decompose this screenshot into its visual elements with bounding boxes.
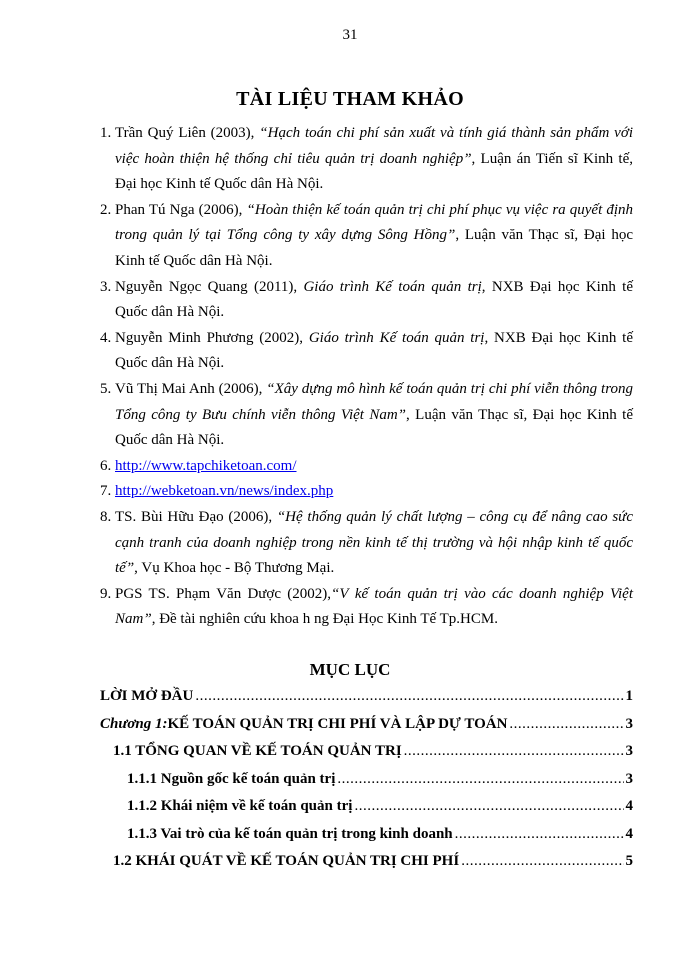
reference-number: 5. bbox=[100, 380, 112, 397]
reference-details-end: ng Đại Học Kinh Tế Tp.HCM. bbox=[313, 611, 498, 628]
toc-leader bbox=[455, 826, 624, 843]
reference-item bbox=[100, 454, 633, 480]
reference-author: Trần Quý Liên (2003), bbox=[115, 125, 260, 141]
toc-entry-label: LỜI MỞ ĐẦU bbox=[100, 688, 194, 704]
toc-entry-page: 3 bbox=[625, 743, 633, 759]
reference-number: 7. bbox=[100, 483, 112, 500]
toc-entry-page: 1 bbox=[625, 688, 633, 704]
toc-entry-label: 1.1 TỔNG QUAN VỀ KẾ TOÁN QUẢN TRỊ bbox=[113, 743, 402, 759]
reference-details: , Luận văn Thạc sĩ, Đại học Kinh tế Quốc dân Hà Nội. bbox=[115, 406, 633, 449]
toc-entry[interactable] bbox=[100, 771, 633, 799]
toc-entry-page: 3 bbox=[625, 770, 633, 787]
reference-author: TS. Bùi Hữu Đạo (2006), bbox=[115, 508, 277, 525]
reference-number: 2. bbox=[100, 201, 112, 218]
reference-item bbox=[100, 377, 633, 454]
reference-item bbox=[100, 479, 633, 505]
toc-entry-page: 3 bbox=[625, 715, 633, 732]
toc-leader bbox=[461, 853, 623, 870]
reference-list bbox=[100, 121, 633, 633]
reference-details: , Luận văn Thạc sĩ, Đại học Kinh tế Quốc dân Hà Nội. bbox=[115, 227, 633, 269]
toc-leader bbox=[354, 798, 623, 815]
reference-details: , NXB Đại học Kinh tế Quốc dân Hà Nội. bbox=[115, 329, 634, 372]
reference-title: “Hạch toán chi phí sản xuất và tính giá thành sản phẩm với việc hoàn thiện hệ thống chỉ tiêu quản trị doanh nghiệp” bbox=[115, 125, 633, 167]
reference-link-tapchiketoan[interactable]: http://www.tapchiketoan.com/ bbox=[115, 457, 297, 474]
reference-number: 6. bbox=[100, 457, 112, 474]
toc-entry[interactable] bbox=[100, 688, 633, 716]
reference-details-start: , Đề tài nghiên cứu khoa h bbox=[151, 611, 311, 628]
reference-item bbox=[100, 121, 633, 198]
reference-item bbox=[100, 326, 633, 377]
reference-number: 8. bbox=[100, 508, 112, 525]
toc-heading: MỤC LỤC bbox=[309, 660, 391, 679]
reference-title: “Hệ thống quản lý chất lượng – công cụ để nâng cao sức cạnh tranh của doanh nghiệp trong nền kinh tế thị trường và hội nhập kinh tế quốc tế” bbox=[115, 508, 634, 577]
toc-leader bbox=[404, 743, 624, 760]
references-heading: TÀI LIỆU THAM KHẢO bbox=[236, 88, 464, 110]
toc-entry-page: 4 bbox=[625, 798, 633, 814]
reference-item bbox=[100, 198, 633, 275]
reference-title-end: kế toán quản trị vào các doanh nghiệp Việt Nam” bbox=[115, 585, 634, 628]
reference-author: PGS TS. Phạm Văn Dược (2002), bbox=[115, 585, 332, 602]
toc-entry-label: KẾ TOÁN QUẢN TRỊ CHI PHÍ VÀ LẬP DỰ TOÁN bbox=[167, 715, 508, 732]
reference-author: Nguyễn Minh Phương (2002), bbox=[115, 329, 309, 346]
toc-chapter-prefix: Chương 1: bbox=[100, 715, 168, 732]
reference-number: 4. bbox=[100, 329, 112, 346]
reference-title-start: “V bbox=[331, 585, 349, 602]
toc-entry[interactable] bbox=[100, 826, 633, 854]
toc-entry[interactable] bbox=[100, 853, 633, 881]
reference-author: Phan Tú Nga (2006), bbox=[115, 201, 247, 218]
toc-entry-label: 1.1.3 Vai trò của kế toán quản trị trong kinh doanh bbox=[127, 825, 453, 842]
toc-entry-label: 1.1.1 Nguồn gốc kế toán quản trị bbox=[127, 770, 336, 787]
reference-title: “Hoàn thiện kế toán quản trị chi phí phục vụ việc ra quyết định trong quản lý tại Tổng công ty xây dựng Sông Hồng” bbox=[115, 201, 634, 244]
reference-details: , Vụ Khoa học - Bộ Thương Mại. bbox=[134, 560, 335, 577]
toc-entry[interactable] bbox=[100, 716, 633, 744]
reference-link-webketoan[interactable]: http://webketoan.vn/news/index.php bbox=[115, 483, 334, 500]
reference-details: , Luận án Tiến sĩ Kinh tế, Đại học Kinh tế Quốc dân Hà Nội. bbox=[115, 150, 633, 193]
reference-author: Nguyễn Ngọc Quang (2011), bbox=[115, 278, 304, 295]
toc-entry-page: 5 bbox=[625, 853, 633, 869]
toc-entry[interactable] bbox=[100, 798, 633, 826]
reference-item bbox=[100, 275, 633, 326]
reference-details: , NXB Đại học Kinh tế Quốc dân Hà Nội. bbox=[115, 278, 633, 321]
toc-leader bbox=[509, 716, 623, 733]
reference-title: Giáo trình Kế toán quản trị bbox=[308, 329, 485, 346]
reference-item bbox=[100, 582, 633, 633]
table-of-contents bbox=[100, 688, 633, 881]
reference-number: 3. bbox=[100, 278, 112, 295]
toc-entry[interactable] bbox=[100, 743, 633, 771]
reference-author: Vũ Thị Mai Anh (2006), bbox=[115, 380, 267, 397]
reference-item bbox=[100, 505, 633, 582]
reference-number: 9. bbox=[100, 585, 112, 602]
toc-leader bbox=[195, 688, 623, 705]
toc-entry-label: 1.1.2 Khái niệm về kế toán quản trị bbox=[127, 798, 353, 814]
toc-leader bbox=[337, 771, 623, 788]
reference-title: Giáo trình Kế toán quản trị bbox=[303, 278, 482, 295]
reference-title: “Xây dựng mô hình kế toán quản trị chi phí viễn thông trong Tổng công ty Bưu chính viễn thông Việt Nam” bbox=[115, 380, 633, 423]
reference-number: 1. bbox=[100, 125, 112, 141]
toc-entry-page: 4 bbox=[625, 825, 633, 842]
toc-entry-label: 1.2 KHÁI QUÁT VỀ KẾ TOÁN QUẢN TRỊ CHI PHÍ bbox=[113, 853, 460, 869]
page-number: 31 bbox=[342, 27, 358, 43]
